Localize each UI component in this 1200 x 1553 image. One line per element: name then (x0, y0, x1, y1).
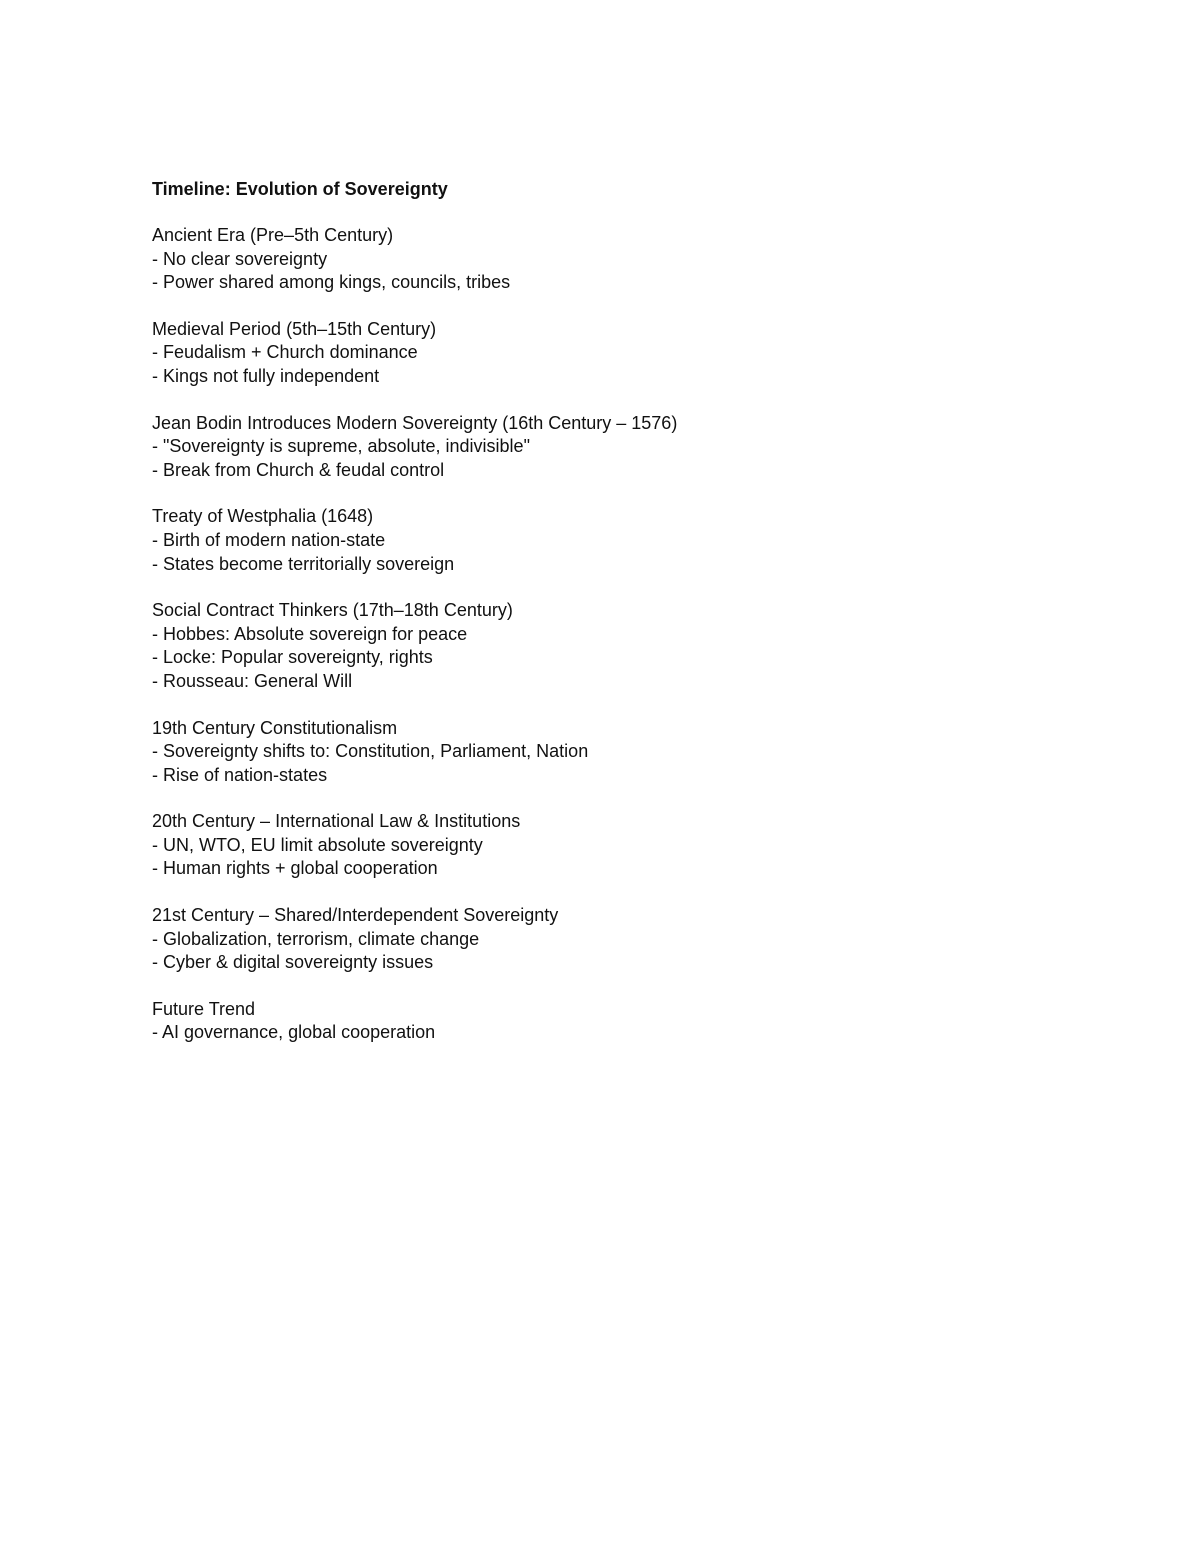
section-heading: Social Contract Thinkers (17th–18th Century) (152, 600, 513, 621)
list-item: - UN, WTO, EU limit absolute sovereignty (152, 834, 483, 855)
list-item: - Break from Church & feudal control (152, 459, 445, 480)
section-19th-century (152, 717, 1052, 788)
section-20th-century (152, 810, 1052, 881)
list-item: - Human rights + global cooperation (152, 858, 438, 879)
document-title: Timeline: Evolution of Sovereignty (152, 179, 448, 199)
section-heading: Future Trend (152, 998, 256, 1019)
list-item: - Kings not fully independent (152, 365, 380, 386)
section-heading: Treaty of Westphalia (1648) (152, 506, 374, 527)
list-item: - Hobbes: Absolute sovereign for peace (152, 623, 468, 644)
list-item: - AI governance, global cooperation (152, 1022, 436, 1043)
section-future-trend (152, 998, 1052, 1045)
section-jean-bodin (152, 412, 1052, 483)
section-medieval-period (152, 318, 1052, 389)
list-item: - Sovereignty shifts to: Constitution, Parliament, Nation (152, 741, 589, 762)
section-social-contract (152, 599, 1052, 693)
list-item: - Locke: Popular sovereignty, rights (152, 647, 433, 668)
section-heading: Jean Bodin Introduces Modern Sovereignty (16th Century – 1576) (152, 412, 678, 433)
list-item: - Globalization, terrorism, climate change (152, 928, 480, 949)
section-ancient-era (152, 224, 1052, 295)
document-page (152, 177, 1052, 1068)
section-heading: 21st Century – Shared/Interdependent Sovereignty (152, 905, 559, 926)
list-item: - Rise of nation-states (152, 764, 328, 785)
list-item: - Rousseau: General Will (152, 670, 353, 691)
list-item: - Birth of modern nation-state (152, 529, 386, 550)
section-heading: 20th Century – International Law & Institutions (152, 811, 521, 832)
list-item: - Power shared among kings, councils, tribes (152, 272, 511, 293)
section-21st-century (152, 904, 1052, 975)
list-item: - States become territorially sovereign (152, 553, 455, 574)
list-item: - "Sovereignty is supreme, absolute, indivisible" (152, 436, 530, 457)
list-item: - Feudalism + Church dominance (152, 342, 418, 363)
list-item: - No clear sovereignty (152, 248, 328, 269)
section-heading: Ancient Era (Pre–5th Century) (152, 225, 394, 245)
section-heading: 19th Century Constitutionalism (152, 717, 398, 738)
section-heading: Medieval Period (5th–15th Century) (152, 318, 437, 339)
section-treaty-of-westphalia (152, 505, 1052, 576)
list-item: - Cyber & digital sovereignty issues (152, 952, 434, 973)
